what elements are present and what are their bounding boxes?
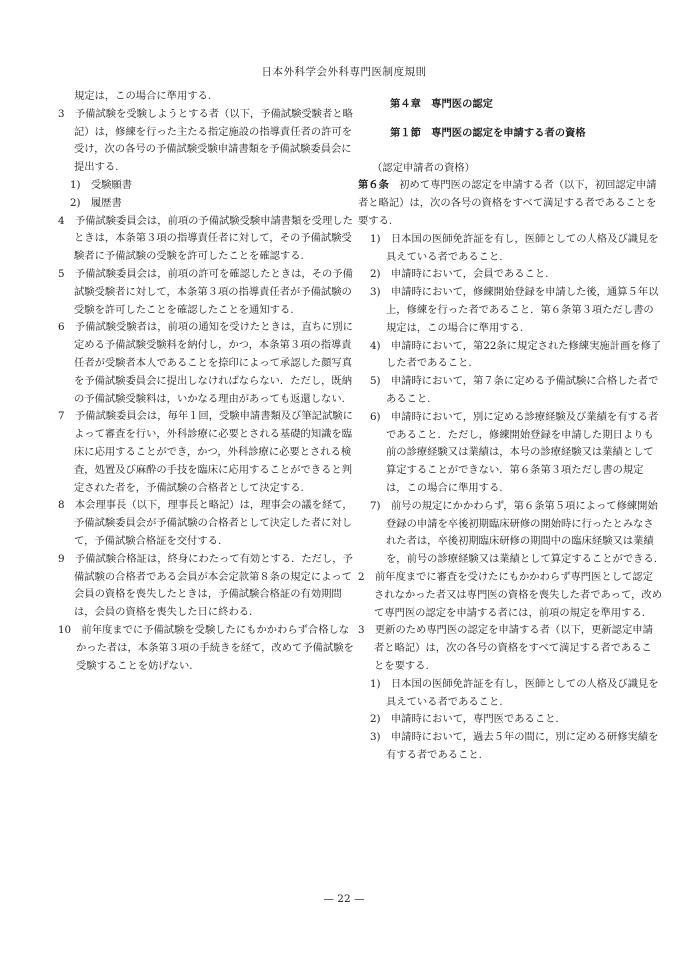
list-subitem: 1) 日本国の医師免許証を有し，医師としての人格及び識見を具えている者であること.: [370, 232, 659, 263]
list-subitem: 3) 申請時において，修練開始登録を申請した後，通算５年以上，修練を行った者であること．第６条第３項ただし書の規定は，この場合に準用する.: [370, 286, 659, 334]
list-subitem: 7) 前号の規定にかかわらず，第６条第５項によって修練開始登録の申請を卒後初期臨床研修の開始時に行ったとみなされた者は，卒後初期臨床研修の期間中の臨床経験又は業績を，前号の診療経験又は業績として算定することができる.: [370, 499, 658, 566]
paragraph: 10 前年度までに予備試験を受験したにもかかわらず合格しなかった者は，本条第３項の手続きを経て，改めて予備試験を受験することを妨げない.: [58, 623, 354, 672]
list-subitem: 2) 履歴書: [70, 196, 122, 209]
article-caption: （認定申請者の資格）: [372, 161, 475, 174]
list-subitem: 5) 申請時において，第７条に定める予備試験に合格した者であること.: [370, 375, 659, 405]
paragraph: 5 予備試験委員会は，前項の許可を確認したときは，その予備試験受験者に対して，本条第３項の指導責任者が予備試験の受験を許可したことを確認したことを通知する.: [58, 267, 353, 316]
list-subitem: 2) 申請時において，専門医であること.: [370, 713, 559, 726]
page-header: 日本外科学会外科専門医制度規則: [261, 66, 427, 78]
article-6: [358, 177, 662, 230]
paragraph: 3 予備試験を受験しようとする者（以下，予備試験受験者と略記）は，修練を行った主たる指定施設の指導責任者の許可を受け，次の各号の予備試験受験申請書類を予備試験委員会に提出する.: [58, 107, 353, 174]
right-column: [358, 88, 662, 765]
left-column: [58, 88, 358, 675]
article-text: 初めて専門医の認定を申請する者（以下，初回認定申請者と略記）は，次の各号の資格をすべて満足する者であることを要する.: [358, 179, 657, 227]
section-heading: 第１節 専門医の認定を申請する者の資格: [390, 126, 586, 139]
article-label: 第６条: [358, 179, 389, 192]
list-subitem: 4) 申請時において，第22条に規定された修練実施計画を修了した者であること.: [370, 339, 662, 370]
paragraph: 8 本会理事長（以下，理事長と略記）は，理事会の議を経て，予備試験委員会が予備試験の合格者として決定した者に対して，予備試験合格証を交付する.: [58, 499, 353, 547]
paragraph: 6 予備試験受験者は，前項の通知を受けたときは，直ちに別に定める予備試験受験料を納付し，かつ，本条第３項の指導責任者が受験者本人であることを捺印によって承認した顔写真を予備試験委員会に提出しなければならない．ただし，既納の予備試験受験料は，いかなる理由があっても返還しない.: [58, 321, 353, 405]
paragraph: 3 更新のため専門医の認定を申請する者（以下，更新認定申請者と略記）は，次の各号の資格をすべて満足する者であることを要する.: [358, 624, 653, 672]
chapter-heading: 第４章 専門医の認定: [390, 98, 493, 110]
paragraph: 規定は，この場合に準用する.: [74, 90, 212, 102]
list-subitem: 3) 申請時において，過去５年の間に，別に定める研修実績を有する者であること.: [370, 731, 659, 761]
paragraph: 2 前年度までに審査を受けたにもかかわらず専門医として認定されなかった者又は専門医の資格を喪失した者であって，改めて専門医の認定を申請する者には，前項の規定を準用する.: [358, 570, 663, 619]
paragraph: 9 予備試験合格証は，終身にわたって有効とする．ただし，予備試験の合格者である会員が本会定款第８条の規定によって会員の資格を喪失したときは，予備試験合格証の有効期間は，会員の資格を喪失した日に終わる.: [58, 552, 353, 619]
list-subitem: 6) 申請時において，別に定める診療経験及び業績を有する者であること．ただし，修練開始登録を申請した期日よりも前の診療経験又は業績は，本号の診療経験又は業績として算定することができない．第６条第３項ただし書の規定は，この場合に準用する.: [370, 410, 659, 494]
list-subitem: 1) 日本国の医師免許証を有し，医師としての人格及び識見を具えている者であること.: [370, 677, 659, 708]
paragraph: 4 予備試験委員会は，前項の予備試験受験申請書類を受理したときは，本条第３項の指導責任者に対して，その予備試験受験者に予備試験の受験を許可したことを確認する.: [58, 214, 353, 263]
page-number: — 22 —: [323, 893, 365, 905]
article-items: [358, 231, 662, 765]
paragraph: 7 予備試験委員会は，毎年１回，受験申請書類及び筆記試験によって審査を行い，外科診療に必要とされる基礎的知識を臨床に応用することができ，かつ，外科診療に必要とされる検査，処置及び麻酔の手技を臨床に応用することができると判定された者を，予備試験の合格者として決定する.: [58, 410, 353, 494]
list-subitem: 1) 受験願書: [70, 178, 133, 191]
list-subitem: 2) 申請時において，会員であること.: [370, 268, 549, 281]
